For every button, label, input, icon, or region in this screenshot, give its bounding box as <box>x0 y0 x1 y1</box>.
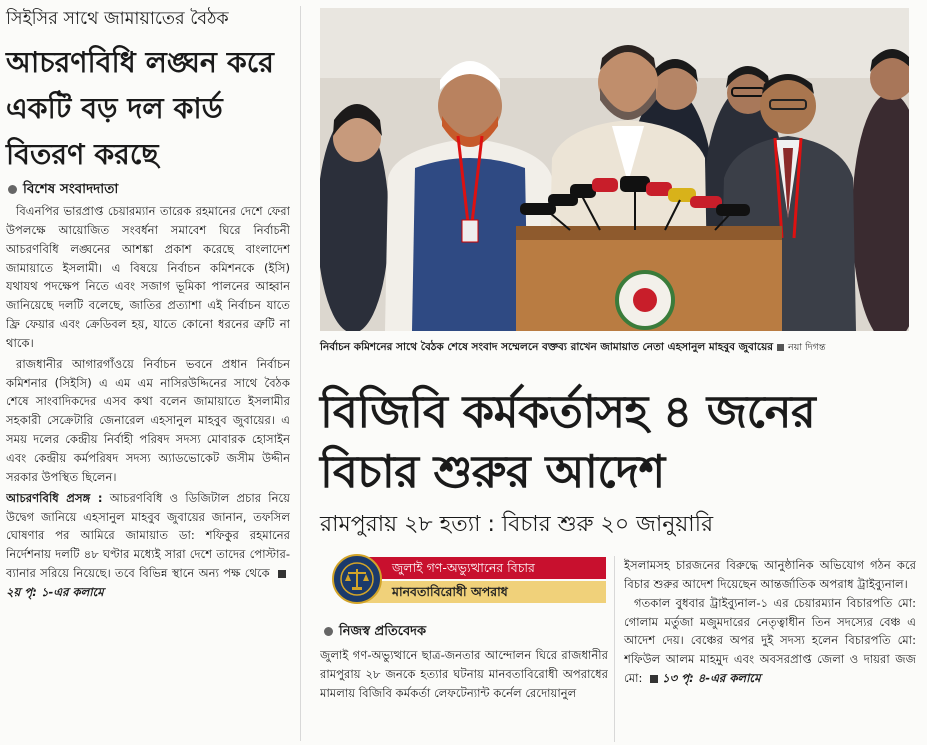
photo-caption <box>320 339 909 356</box>
banner-top-label: জুলাই গণ-অভ্যুত্থানের বিচার <box>362 557 606 579</box>
bullet-dot-icon <box>324 627 333 636</box>
jump-square-icon <box>650 675 658 683</box>
main-story-byline <box>324 622 426 643</box>
left-story-reporter: বিশেষ সংবাদদাতা <box>23 181 119 197</box>
main-story-paragraph: জুলাই গণ-অভ্যুত্থানে ছাত্র-জনতার আন্দোলন ঘিরে রাজধানীর রামপুরায় ২৮ জনকে হত্যার ঘটনায় মানবতাবিরোধী অপরাধের মামলায় বিজিবি কর্মকর্তা লেফটেন্যান্ট কর্নেল রেদোয়ানুল <box>320 648 608 700</box>
column-divider <box>614 556 615 742</box>
main-story-jump-link[interactable]: ১৩ পৃ: ৪-এর কলামে <box>662 671 761 686</box>
left-story-last-text: আচরণবিধি ও ডিজিটাল প্রচার নিয়ে উদ্বেগ জানিয়ে এহসানুল মাহবুব জুবায়ের জানান, তফসিল ঘোষণার পর আমিরে জামায়াত ডা: শফিকুর রহমানের নির্দেশনায় দলটি ৪৮ ঘণ্টার মধ্যেই সারা দেশে তাদের পোস্টার-ব্যানার সরিয়ে নিয়েছে। তবে বিভিন্ন স্থানে অন্য পক্ষ থেকে <box>6 490 290 581</box>
main-story-subhead: রামপুরায় ২৮ হত্যা : বিচার শুরু ২০ জানুয়ারি <box>320 512 714 537</box>
news-photo[interactable] <box>320 8 909 331</box>
left-story-paragraph: রাজধানীর আগারগাঁওয়ে নির্বাচন ভবনে প্রধান নির্বাচন কমিশনার (সিইসি) এ এম এম নাসিরউদ্দিনের সাথে বৈঠক শেষে সাংবাদিকদের এসব কথা বলেন জামায়াতে ইসলামীর সহকারী সেক্রেটারি জেনারেল এহসানুল মাহবুব জুবায়ের। এ সময় দলের কেন্দ্রীয় নির্বাহী পরিষদ সদস্য মোবারক হোসাইন এবং কেন্দ্রীয় কর্মপরিষদ সদস্য অ্যাডভোকেট জসীম উদ্দীন সরকার উপস্থিত ছিলেন। <box>6 356 290 484</box>
left-story-paragraph <box>6 489 290 602</box>
banner-bottom-label: মানবতাবিরোধী অপরাধ <box>362 581 606 603</box>
tribunal-seal-icon <box>332 554 382 604</box>
main-story-body-left <box>320 646 608 742</box>
jump-square-icon <box>278 570 286 578</box>
tribunal-banner <box>322 553 606 607</box>
main-story-paragraph <box>624 594 916 688</box>
left-story-kicker: সিইসির সাথে জামায়াতের বৈঠক <box>6 9 229 29</box>
column-divider <box>300 6 301 741</box>
bullet-dot-icon <box>8 185 17 194</box>
main-story-paragraph: ইসলামসহ চারজনের বিরুদ্ধে আনুষ্ঠানিক অভিযোগ গঠন করে বিচার শুরুর আদেশ দিয়েছেন আন্তর্জাতিক অপরাধ ট্রাইব্যুনাল। <box>624 558 916 591</box>
main-story-reporter: নিজস্ব প্রতিবেদক <box>339 624 427 639</box>
left-story-body <box>6 202 290 742</box>
left-story-lead-label: আচরণবিধি প্রসঙ্গ : <box>6 490 103 505</box>
left-story-paragraph: বিএনপির ভারপ্রাপ্ত চেয়ারম্যান তারেক রহমানের দেশে ফেরা উপলক্ষে আয়োজিত সংবর্ধনা সমাবেশ ঘিরে নির্বাচনী আচরণবিধি লঙ্ঘনের আশঙ্কা প্রকাশ করেছে বাংলাদেশ জামায়াতে ইসলামী। এ বিষয়ে নির্বাচন কমিশনকে (ইসি) যথাযথ পদক্ষেপ নিতে এবং সজাগ ভূমিকা পালনের আহ্বান জানিয়েছে দলটি বলেছে, জাতির প্রত্যাশা এই নির্বাচন যাতে ফ্রি ফেয়ার এবং ক্রেডিবল হয়, যাতে কোনো ধরনের ত্রুটি না থাকে। <box>6 204 290 350</box>
credit-square-icon <box>777 344 784 351</box>
left-story-headline[interactable]: আচরণবিধি লঙ্ঘন করে একটি বড় দল কার্ড বিতরণ করছে <box>6 46 274 171</box>
photo-credit: নয়া দিগন্ত <box>788 342 826 353</box>
left-story-byline <box>8 178 118 201</box>
scales-of-justice-icon <box>334 556 380 602</box>
main-story-body-right <box>624 556 916 742</box>
main-story-headline[interactable]: বিজিবি কর্মকর্তাসহ ৪ জনের বিচার শুরুর আদেশ <box>320 385 816 498</box>
press-conference-illustration <box>320 8 909 331</box>
photo-caption-text: নির্বাচন কমিশনের সাথে বৈঠক শেষে সংবাদ সম্মেলনে বক্তব্য রাখেন জামায়াত নেতা এহসানুল মাহবুব জুবায়ের <box>320 341 774 353</box>
left-story-jump-link[interactable]: ২য় পৃ: ১-এর কলামে <box>6 584 104 599</box>
main-story-paragraph-text: গতকাল বুধবার ট্রাইব্যুনাল-১ এর চেয়ারম্যান বিচারপতি মো: গোলাম মর্তুজা মজুমদারের নেতৃত্বাধীন তিন সদস্যের বেঞ্চ এ আদেশ দেয়। বেঞ্চের অপর দুই সদস্য হলেন বিচারপতি মো: শফিউল আলম মাহমুদ এবং অবসরপ্রাপ্ত জেলা ও দায়রা জজ মো: <box>624 595 916 686</box>
